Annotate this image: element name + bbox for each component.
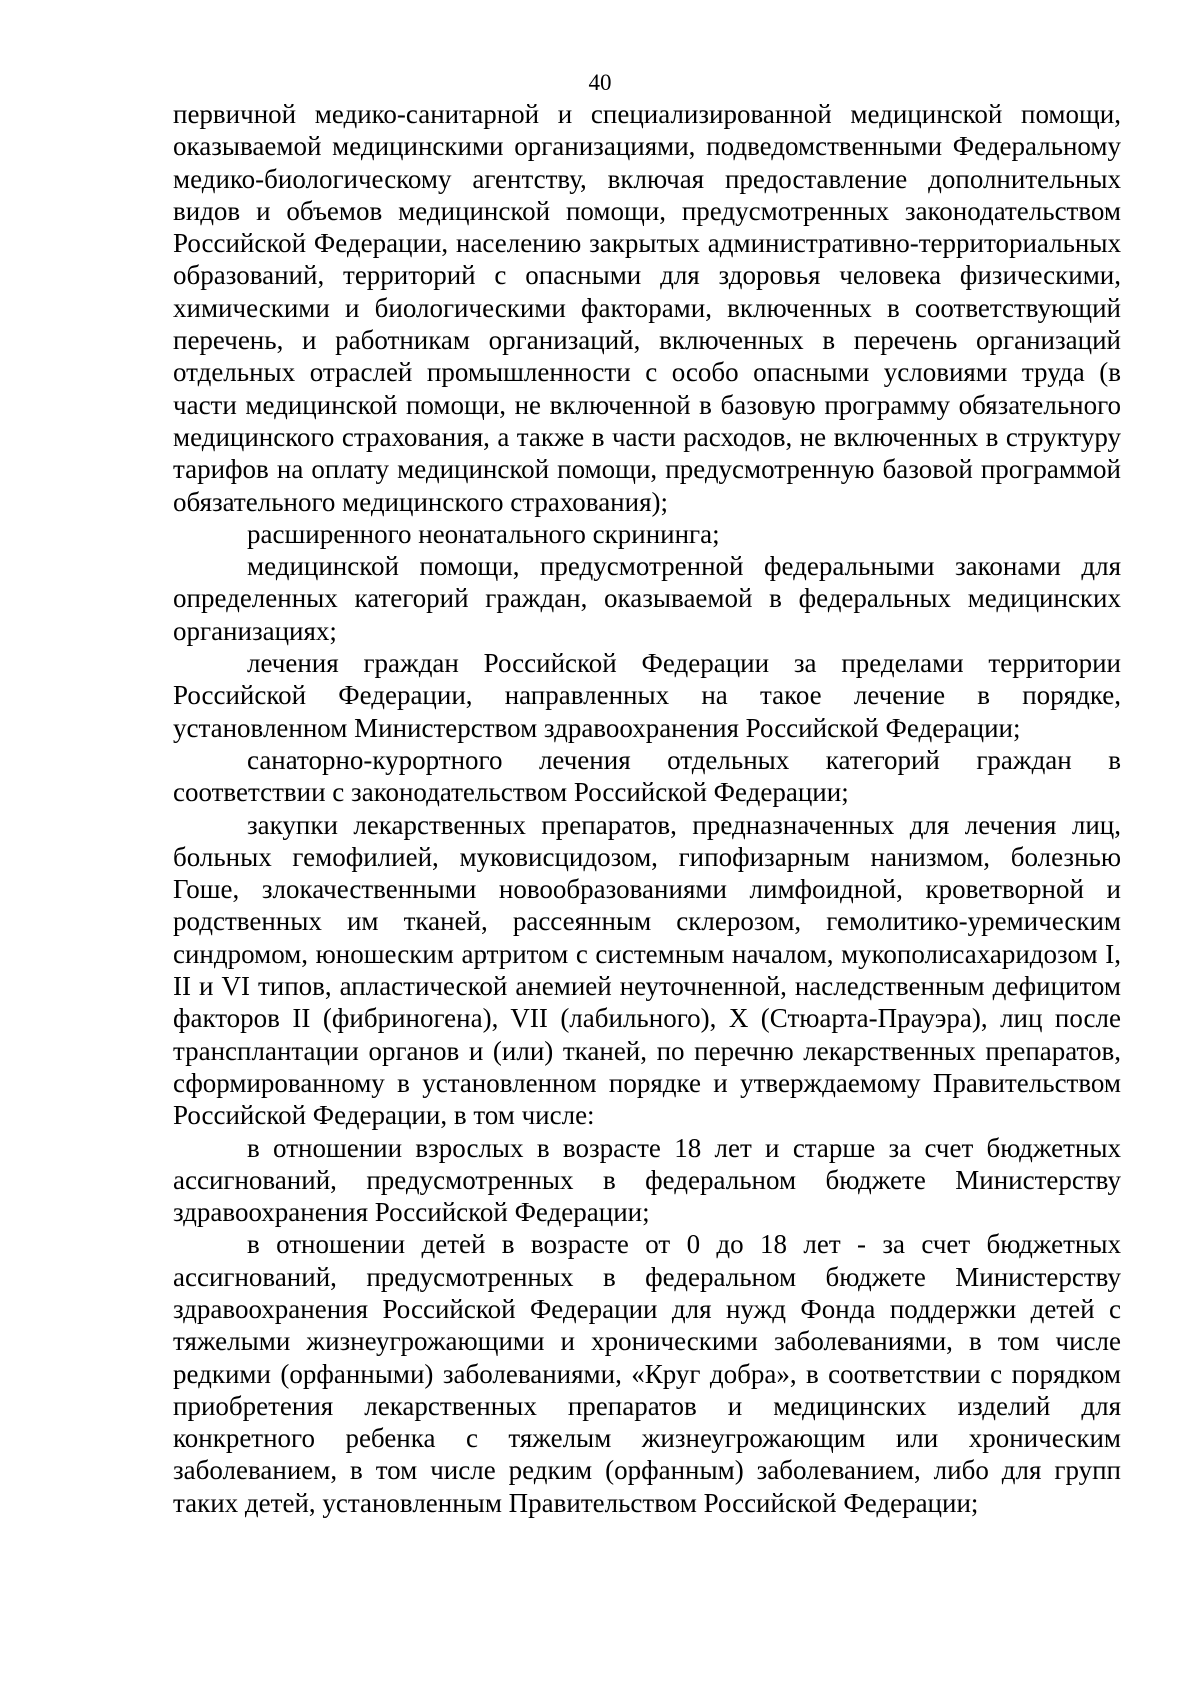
paragraph-2: расширенного неонатального скрининга; <box>247 518 720 549</box>
paragraph-5: санаторно-курортного лечения отдельных категорий граждан в соответствии с законодательством Российской Федерации; <box>173 744 1121 808</box>
paragraph-6: закупки лекарственных препаратов, предназначенных для лечения лиц, больных гемофилией, муковисцидозом, гипофизарным нанизмом, болезнью Гоше, злокачественными новообразованиями лимфоидной, кроветворной и родственных им тканей, рассеянным склерозом, гемолитико-уремическим синдромом, юношеским артритом с системным началом, мукополисахаридозом I, II и VI типов, апластической анемией неуточненной, наследственным дефицитом факторов II (фибриногена), VII (лабильного), X (Стюарта-Прауэра), лиц после трансплантации органов и (или) тканей, по перечню лекарственных препаратов, сформированному в установленном порядке и утверждаемому Правительством Российской Федерации, в том числе: <box>173 809 1121 1131</box>
document-body <box>173 98 1121 1519</box>
paragraph-7: в отношении взрослых в возрасте 18 лет и старше за счет бюджетных ассигнований, предусмотренных в федеральном бюджете Министерству здравоохранения Российской Федерации; <box>173 1132 1121 1228</box>
paragraph-1: первичной медико-санитарной и специализированной медицинской помощи, оказываемой медицинскими организациями, подведомственными Федеральному медико-биологическому агентству, включая предоставление дополнительных видов и объемов медицинской помощи, предусмотренных законодательством Российской Федерации, населению закрытых административно-территориальных образований, территорий с опасными для здоровья человека физическими, химическими и биологическими факторами, включенных в соответствующий перечень, и работникам организаций, включенных в перечень организаций отдельных отраслей промышленности с особо опасными условиями труда (в части медицинской помощи, не включенной в базовую программу обязательного медицинского страхования, а также в части расходов, не включенных в структуру тарифов на оплату медицинской помощи, предусмотренную базовой программой обязательного медицинского страхования); <box>173 99 1121 517</box>
paragraph-8: в отношении детей в возрасте от 0 до 18 лет - за счет бюджетных ассигнований, предусмотренных в федеральном бюджете Министерству здравоохранения Российской Федерации для нужд Фонда поддержки детей с тяжелыми жизнеугрожающими и хроническими заболеваниями, в том числе редкими (орфанными) заболеваниями, «Круг добра», в соответствии с порядком приобретения лекарственных препаратов и медицинских изделий для конкретного ребенка с тяжелым жизнеугрожающим или хроническим заболеванием, в том числе редким (орфанным) заболеванием, либо для групп таких детей, установленным Правительством Российской Федерации; <box>173 1229 1121 1518</box>
paragraph-4: лечения граждан Российской Федерации за пределами территории Российской Федерации, направленных на такое лечение в порядке, установленном Министерством здравоохранения Российской Федерации; <box>173 648 1121 743</box>
page-number: 40 <box>588 70 612 95</box>
paragraph-3: медицинской помощи, предусмотренной федеральными законами для определенных категорий граждан, оказываемой в федеральных медицинских организациях; <box>173 551 1121 646</box>
